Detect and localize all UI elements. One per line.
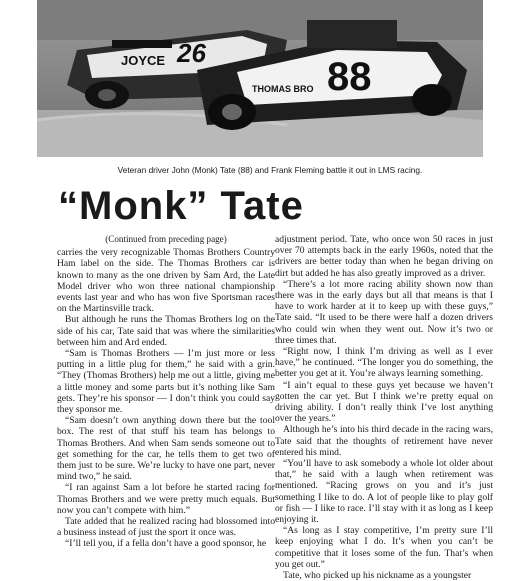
- car-left-number: 26: [177, 38, 206, 68]
- race-cars-illustration: [37, 0, 483, 157]
- paragraph: “Sam doesn’t own anything down there but the tool box. The rest of that stuff his team has belongs to Thomas Brothers. And when Sam sends someone out to get something for the car, he tells them to get two of them just to be sure. We’re lucky to have one part, never mind two,” he said.: [57, 415, 275, 483]
- continued-note: (Continued from preceding page): [105, 234, 227, 244]
- paragraph: “I ran against Sam a lot before he started racing for Thomas Brothers and we were pretty much equals. But now you can’t compete with him.”: [57, 482, 275, 516]
- paragraph: “There’s a lot more racing ability shown now than there was in the early days but all that means is that I have to work harder at it to keep up with these guys,” Tate said. “It used to be there were half a dozen drivers who could win when they went out. Now it’s two or three times that.: [275, 278, 493, 346]
- car-left-name: JOYCE: [121, 53, 166, 68]
- paragraph: Tate, who picked up his nickname as a youngster: [283, 570, 472, 581]
- paragraph: carries the very recognizable Thomas Brothers Country Ham label on the side. The Thomas Brothers car is known to many as the one driven by Sam Ard, the Late Model driver who won three national championship events last year and who has won five Sportsman races on the Martinsville track.: [57, 247, 275, 315]
- paragraph: “As long as I stay competitive, I’m pretty sure I’ll keep enjoying what I do. It’s when you can’t be competitive that it loses some of the fun. That’s when you get out.”: [275, 525, 493, 570]
- article-headline: “Monk” Tate: [58, 184, 304, 228]
- article-column-right: [275, 234, 493, 581]
- paragraph: “You’ll have to ask somebody a whole lot older about that,” he said with a laugh when retirement was mentioned. “Racing grows on you and it’s just something I like to do. A lot of people like to play golf or fish — I like to race. I’ll stay with it as long as I keep enjoying it.: [275, 458, 493, 526]
- car-right-sponsor: THOMAS BRO: [252, 84, 314, 94]
- paragraph: adjustment period. Tate, who once won 50 races in just over 70 attempts back in the early 1960s, noted that the drivers are better today than when he began driving on dirt but added he has also greatly improved as a driver.: [275, 234, 493, 279]
- paragraph: “I ain’t equal to these guys yet because we haven’t gotten the car yet. But I think we’re pretty equal on driving ability. I don’t really think I’ve lost anything over the years.”: [275, 379, 493, 425]
- photo-caption: Veteran driver John (Monk) Tate (88) and Frank Fleming battle it out in LMS racing.: [117, 165, 423, 175]
- paragraph: Tate added that he realized racing had blossomed into a business instead of just the sport it once was.: [57, 516, 275, 539]
- paragraph: “Right now, I think I’m driving as well as I ever have,” he continued. “The longer you do something, the better you get at it. You’re always learning something.: [275, 346, 493, 380]
- paragraph: Although he’s into his third decade in the racing wars, Tate said that the thoughts of retirement have never entered his mind.: [275, 424, 493, 458]
- article-column-left: [57, 234, 275, 550]
- race-photo: [37, 0, 483, 157]
- paragraph: “Sam is Thomas Brothers — I’m just more or less putting in a little plug for them,” he said with a grin. “They (Thomas Brothers) help me out a little, giving me a little money and some parts but it’s nothing like Sam gets. They’re his sponsor — I don’t think you could say they sponsor me.: [57, 348, 275, 416]
- paragraph: But although he runs the Thomas Brothers log on the side of his car, Tate said that was where the similarities between him and Ard ended.: [57, 314, 275, 348]
- car-right-number: 88: [327, 55, 372, 99]
- paragraph: “I’ll tell you, if a fella don’t have a good sponsor, he: [65, 538, 267, 550]
